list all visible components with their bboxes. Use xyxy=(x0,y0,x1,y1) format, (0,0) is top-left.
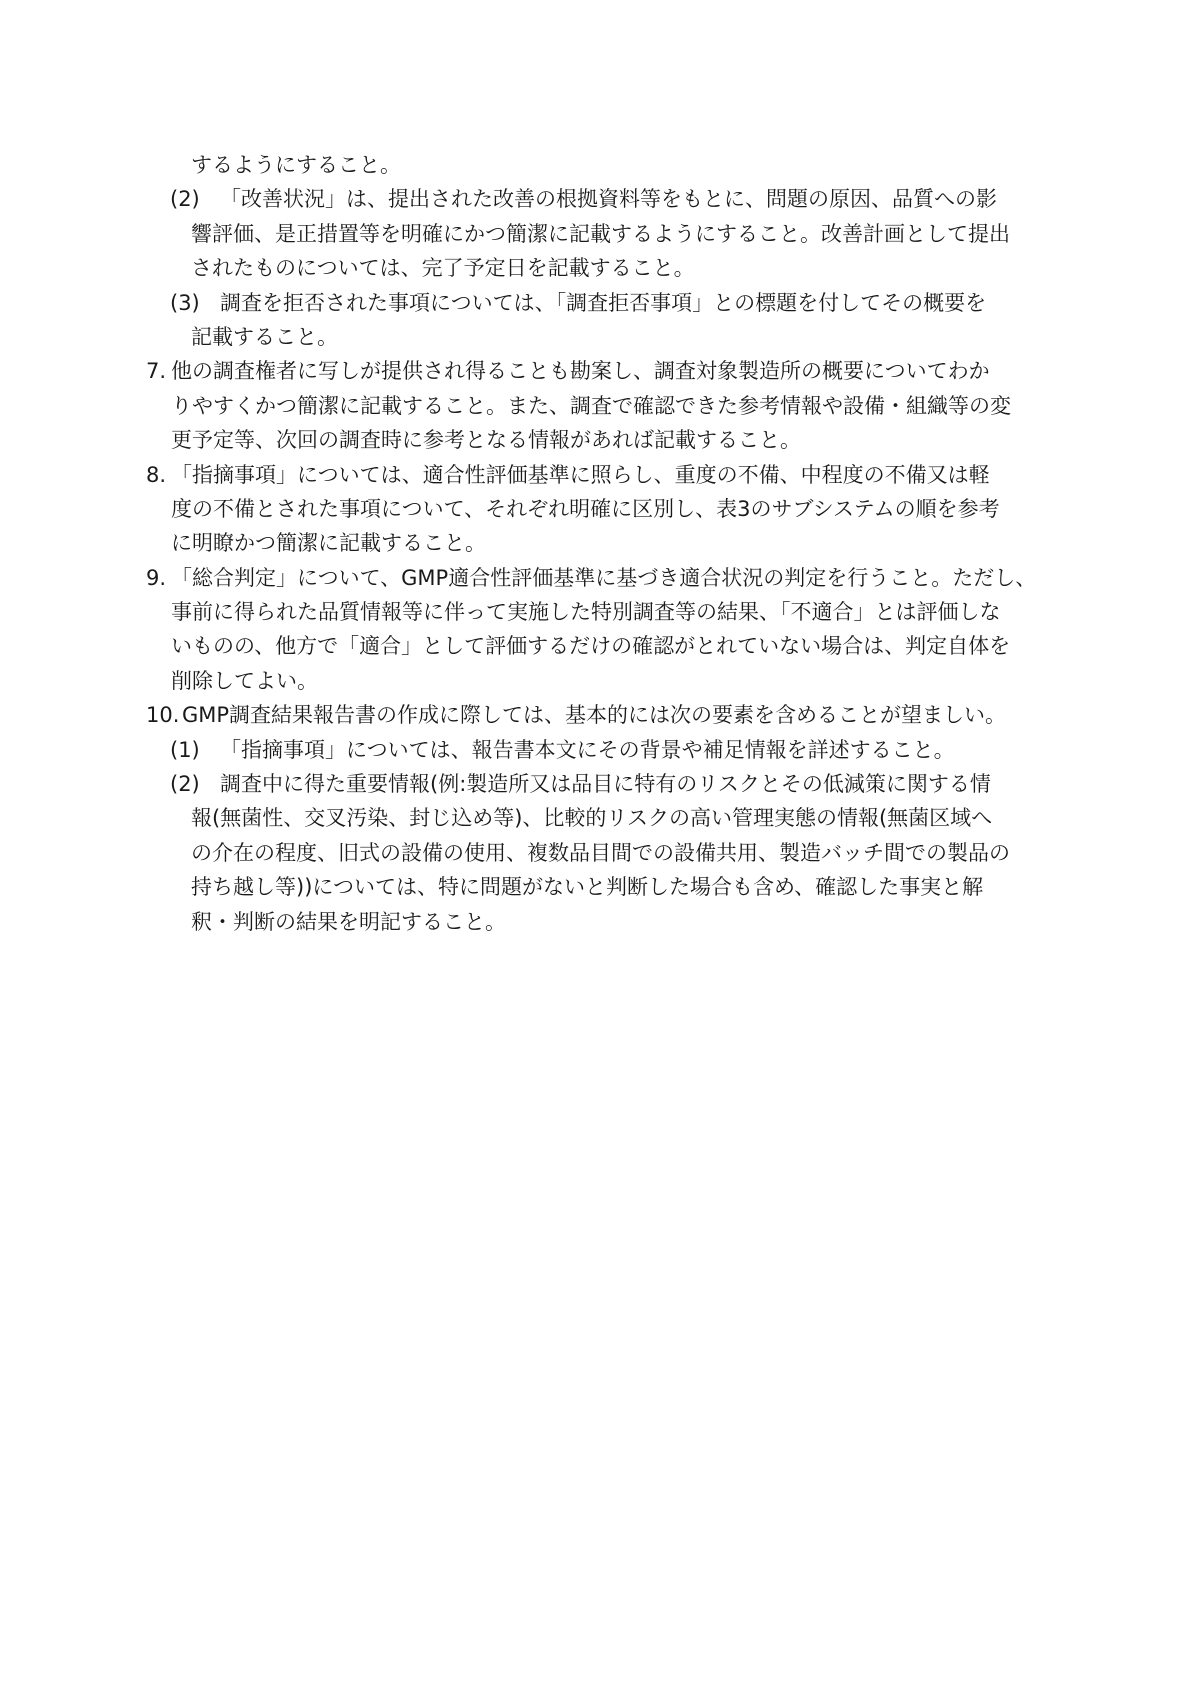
line-text: 「指摘事項」については、適合性評価基準に照らし、重度の不備、中程度の不備又は軽 xyxy=(171,462,990,487)
text-line xyxy=(146,148,1038,182)
line-text: 事前に得られた品質情報等に伴って実施した特別調査等の結果、「不適合」とは評価しな xyxy=(171,600,1001,625)
line-text: 釈・判断の結果を明記すること。 xyxy=(191,909,506,934)
text-line xyxy=(146,595,1038,629)
item-number: (2) xyxy=(170,187,200,212)
line-text: 「改善状況」は、提出された改善の根拠資料等をもとに、問題の原因、品質への影 xyxy=(220,187,997,212)
list-item xyxy=(146,182,1038,216)
line-text: 「総合判定」について、GMP適合性評価基準に基づき適合状況の判定を行うこと。ただし、 xyxy=(171,565,1037,590)
text-line xyxy=(146,664,1038,698)
line-text: するようにすること。 xyxy=(191,153,401,177)
text-line xyxy=(146,629,1038,663)
line-text: されたものについては、完了予定日を記載すること。 xyxy=(191,256,695,281)
line-text: 記載すること。 xyxy=(191,324,338,349)
item-number: (2) xyxy=(170,772,200,797)
text-line xyxy=(146,423,1038,457)
document-body xyxy=(146,148,1038,939)
line-text: 報(無菌性、交叉汚染、封じ込め等)、比較的リスクの高い管理実態の情報(無菌区域へ xyxy=(191,806,993,831)
text-line xyxy=(146,217,1038,251)
line-text: 調査を拒否された事項については、「調査拒否事項」との標題を付してその概要を xyxy=(220,290,987,315)
text-line xyxy=(146,251,1038,285)
line-text: りやすくかつ簡潔に記載すること。また、調査で確認できた参考情報や設備・組織等の変 xyxy=(171,393,1011,418)
line-text: 持ち越し等))については、特に問題がないと判断した場合も含め、確認した事実と解 xyxy=(191,875,984,900)
list-item xyxy=(146,458,1038,492)
list-item xyxy=(146,561,1038,595)
text-line xyxy=(146,905,1038,939)
list-item xyxy=(146,354,1038,388)
line-text: に明瞭かつ簡潔に記載すること。 xyxy=(171,531,486,556)
line-text: GMP調査結果報告書の作成に際しては、基本的には次の要素を含めることが望ましい。 xyxy=(182,703,1007,728)
item-number: 9. xyxy=(146,565,167,590)
item-number: (1) xyxy=(170,737,200,762)
line-text: 他の調査権者に写しが提供され得ることも勘案し、調査対象製造所の概要についてわか xyxy=(171,359,990,384)
item-number: 8. xyxy=(146,462,167,487)
text-line xyxy=(146,526,1038,560)
list-item xyxy=(146,733,1038,767)
text-line xyxy=(146,870,1038,904)
text-line xyxy=(146,801,1038,835)
item-number: (3) xyxy=(170,290,200,315)
line-text: の介在の程度、旧式の設備の使用、複数品目間での設備共用、製造バッチ間での製品の xyxy=(191,840,1010,865)
line-text: 度の不備とされた事項について、それぞれ明確に区別し、表3のサブシステムの順を参考 xyxy=(171,496,1000,521)
item-number: 7. xyxy=(146,359,167,384)
line-text: 更予定等、次回の調査時に参考となる情報があれば記載すること。 xyxy=(171,428,801,453)
line-text: いものの、他方で「適合」として評価するだけの確認がとれていない場合は、判定自体を xyxy=(171,634,1011,659)
list-item xyxy=(146,286,1038,320)
item-number: 10. xyxy=(146,703,180,728)
text-line xyxy=(146,320,1038,354)
list-item xyxy=(146,767,1038,801)
line-text: 削除してよい。 xyxy=(171,668,318,693)
list-item xyxy=(146,698,1038,732)
line-text: 「指摘事項」については、報告書本文にその背景や補足情報を詳述すること。 xyxy=(220,737,955,762)
text-line xyxy=(146,389,1038,423)
line-text: 調査中に得た重要情報(例:製造所又は品目に特有のリスクとその低減策に関する情 xyxy=(220,772,991,797)
line-text: 響評価、是正措置等を明確にかつ簡潔に記載するようにすること。改善計画として提出 xyxy=(191,221,1010,246)
text-line xyxy=(146,492,1038,526)
text-line xyxy=(146,836,1038,870)
